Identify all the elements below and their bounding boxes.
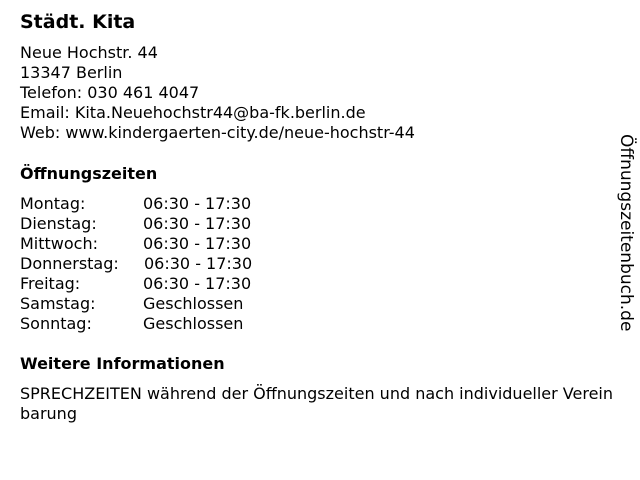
address-block	[20, 43, 415, 143]
address-city: 13347 Berlin	[20, 63, 123, 82]
phone-number: Telefon: 030 461 4047	[20, 83, 200, 102]
address-street: Neue Hochstr. 44	[20, 43, 158, 62]
site-watermark: Öffnungszeitenbuch.de	[616, 134, 636, 332]
hours-time: 06:30 - 17:30	[143, 234, 252, 253]
hours-day: Samstag:	[20, 294, 96, 313]
hours-time: 06:30 - 17:30	[144, 254, 253, 273]
hours-time: Geschlossen	[143, 294, 244, 313]
opening-hours-heading: Öffnungszeiten	[20, 164, 158, 183]
further-info-heading: Weitere Informationen	[20, 354, 225, 373]
email-address: Email: Kita.Neuehochstr44@ba-fk.berlin.de	[20, 103, 366, 122]
hours-time: Geschlossen	[143, 314, 244, 333]
hours-day: Donnerstag:	[20, 254, 119, 273]
hours-day: Dienstag:	[20, 214, 97, 233]
page-title: Städt. Kita	[20, 11, 136, 33]
hours-day: Montag:	[20, 194, 86, 213]
hours-day: Freitag:	[20, 274, 81, 293]
hours-time: 06:30 - 17:30	[143, 194, 252, 213]
website-url: Web: www.kindergaerten-city.de/neue-hochstr-44	[20, 123, 415, 142]
hours-day: Sonntag:	[20, 314, 92, 333]
hours-time: 06:30 - 17:30	[143, 274, 252, 293]
hours-time: 06:30 - 17:30	[143, 214, 252, 233]
hours-day: Mittwoch:	[20, 234, 98, 253]
further-info-text: SPRECHZEITEN während der Öffnungszeiten und nach individueller Vereinbarung	[20, 384, 614, 423]
